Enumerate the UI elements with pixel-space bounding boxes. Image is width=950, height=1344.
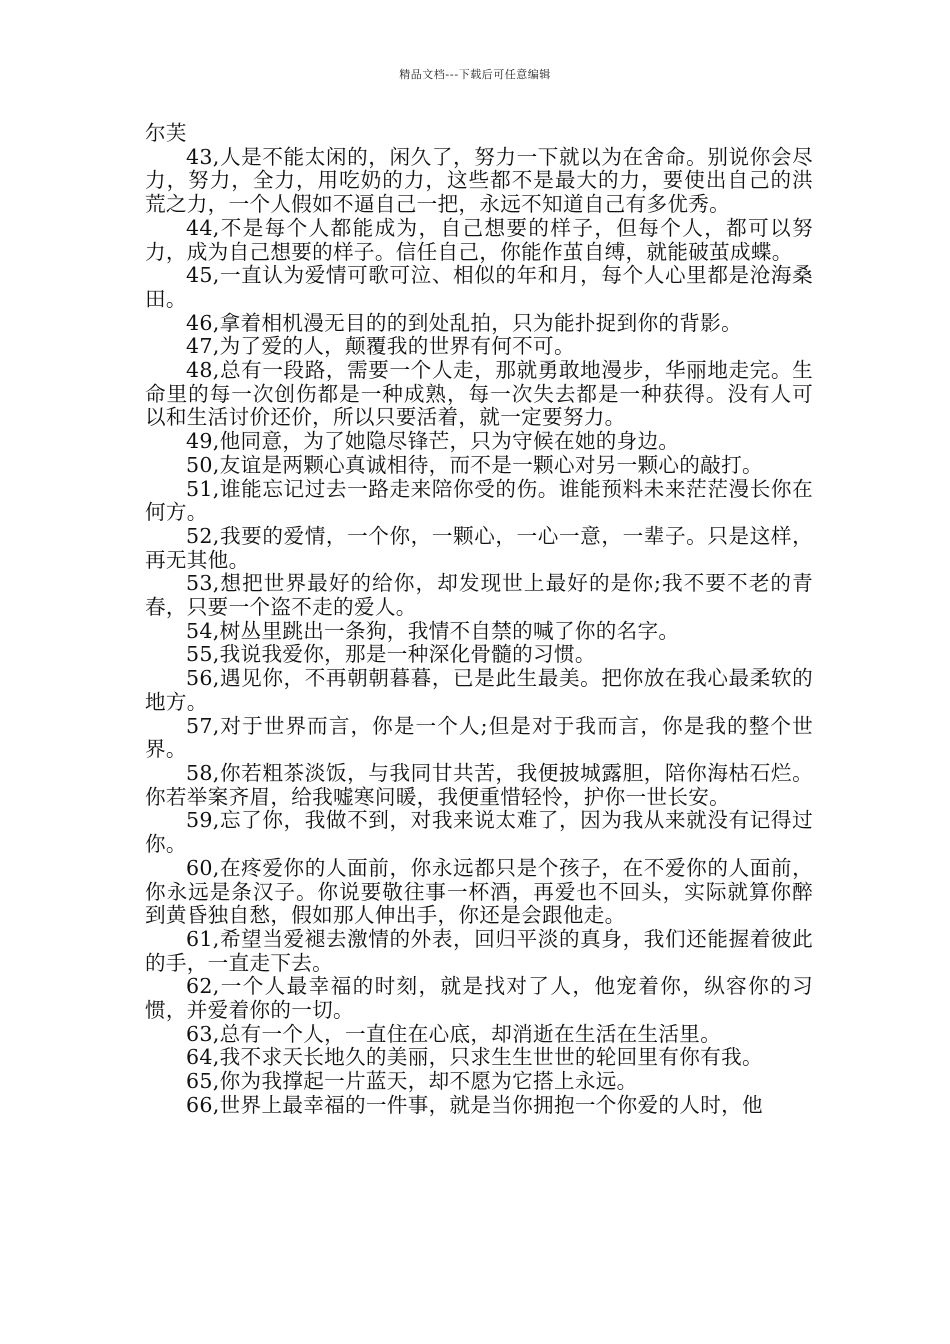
paragraph: 61,希望当爱褪去激情的外表，回归平淡的真身，我们还能握着彼此的手，一直走下去。 bbox=[145, 926, 813, 975]
paragraph: 45,一直认为爱情可歌可泣、相似的年和月，每个人心里都是沧海桑田。 bbox=[145, 263, 813, 311]
paragraph: 63,总有一个人，一直住在心底，却消逝在生活在生活里。 bbox=[186, 1021, 722, 1046]
paragraph: 54,树丛里跳出一条狗，我情不自禁的喊了你的名字。 bbox=[186, 618, 680, 643]
paragraph: 46,拿着相机漫无目的的到处乱拍，只为能扑捉到你的背影。 bbox=[186, 310, 742, 335]
paragraph: 51,谁能忘记过去一路走来陪你受的伤。谁能预料未来茫茫漫长你在何方。 bbox=[145, 476, 813, 525]
paragraph: 50,友谊是两颗心真诚相待，而不是一颗心对另一颗心的敲打。 bbox=[186, 452, 763, 477]
paragraph: 60,在疼爱你的人面前，你永远都只是个孩子，在不爱你的人面前，你永远是条汉子。你说要敬往事一杯酒，再爱也不回头，实际就算你醉到黄昏独自愁，假如那人伸出手，你还是会跟他走。 bbox=[145, 855, 813, 928]
paragraph: 66,世界上最幸福的一件事，就是当你拥抱一个你爱的人时，他 bbox=[186, 1092, 763, 1117]
paragraph: 55,我说我爱你，那是一种深化骨髓的习惯。 bbox=[186, 642, 596, 667]
paragraph: 65,你为我撑起一片蓝天，却不愿为它搭上永远。 bbox=[186, 1069, 638, 1094]
paragraph: 62,一个人最幸福的时刻，就是找对了人，他宠着你，纵容你的习惯，并爱着你的一切。 bbox=[145, 974, 813, 1023]
page-header: 精品文档---下载后可任意编辑 bbox=[399, 68, 551, 81]
paragraph: 53,想把世界最好的给你，却发现世上最好的是你;我不要不老的青春，只要一个盗不走的爱人。 bbox=[145, 571, 813, 620]
paragraph: 56,遇见你，不再朝朝暮暮，已是此生最美。把你放在我心最柔软的地方。 bbox=[145, 666, 813, 714]
paragraph: 44,不是每个人都能成为，自己想要的样子，但每个人，都可以努力，成为自己想要的样子。信任自己，你能作茧自缚，就能破茧成蝶。 bbox=[145, 215, 813, 264]
paragraph: 47,为了爱的人，颠覆我的世界有何不可。 bbox=[186, 334, 575, 359]
paragraph: 64,我不求天长地久的美丽，只求生生世世的轮回里有你有我。 bbox=[186, 1045, 763, 1070]
paragraph: 57,对于世界而言，你是一个人;但是对于我而言，你是我的整个世界。 bbox=[145, 713, 813, 762]
paragraph: 尔芙 bbox=[145, 121, 187, 145]
paragraph: 59,忘了你，我做不到，对我来说太难了，因为我从来就没有记得过你。 bbox=[145, 808, 813, 857]
document-body bbox=[145, 122, 813, 1118]
paragraph: 48,总有一段路，需要一个人走，那就勇敢地漫步，华丽地走完。生命里的每一次创伤都是一种成熟，每一次失去都是一种获得。没有人可以和生活讨价还价，所以只要活着，就一定要努力。 bbox=[145, 358, 813, 430]
paragraph: 52,我要的爱情，一个你，一颗心，一心一意，一辈子。只是这样，再无其他。 bbox=[145, 523, 813, 572]
paragraph: 43,人是不能太闲的，闲久了，努力一下就以为在舍命。别说你会尽力，努力，全力，用吃奶的力，这些都不是最大的力，要使出自己的洪荒之力，一个人假如不逼自己一把，永远不知道自己有多优秀。 bbox=[145, 144, 813, 217]
paragraph: 58,你若粗茶淡饭，与我同甘共苦，我便披城露胆，陪你海枯石烂。你若举案齐眉，给我嘘寒问暖，我便重惜轻怜，护你一世长安。 bbox=[145, 760, 813, 809]
paragraph: 49,他同意，为了她隐尽锋芒，只为守候在她的身边。 bbox=[186, 429, 680, 454]
